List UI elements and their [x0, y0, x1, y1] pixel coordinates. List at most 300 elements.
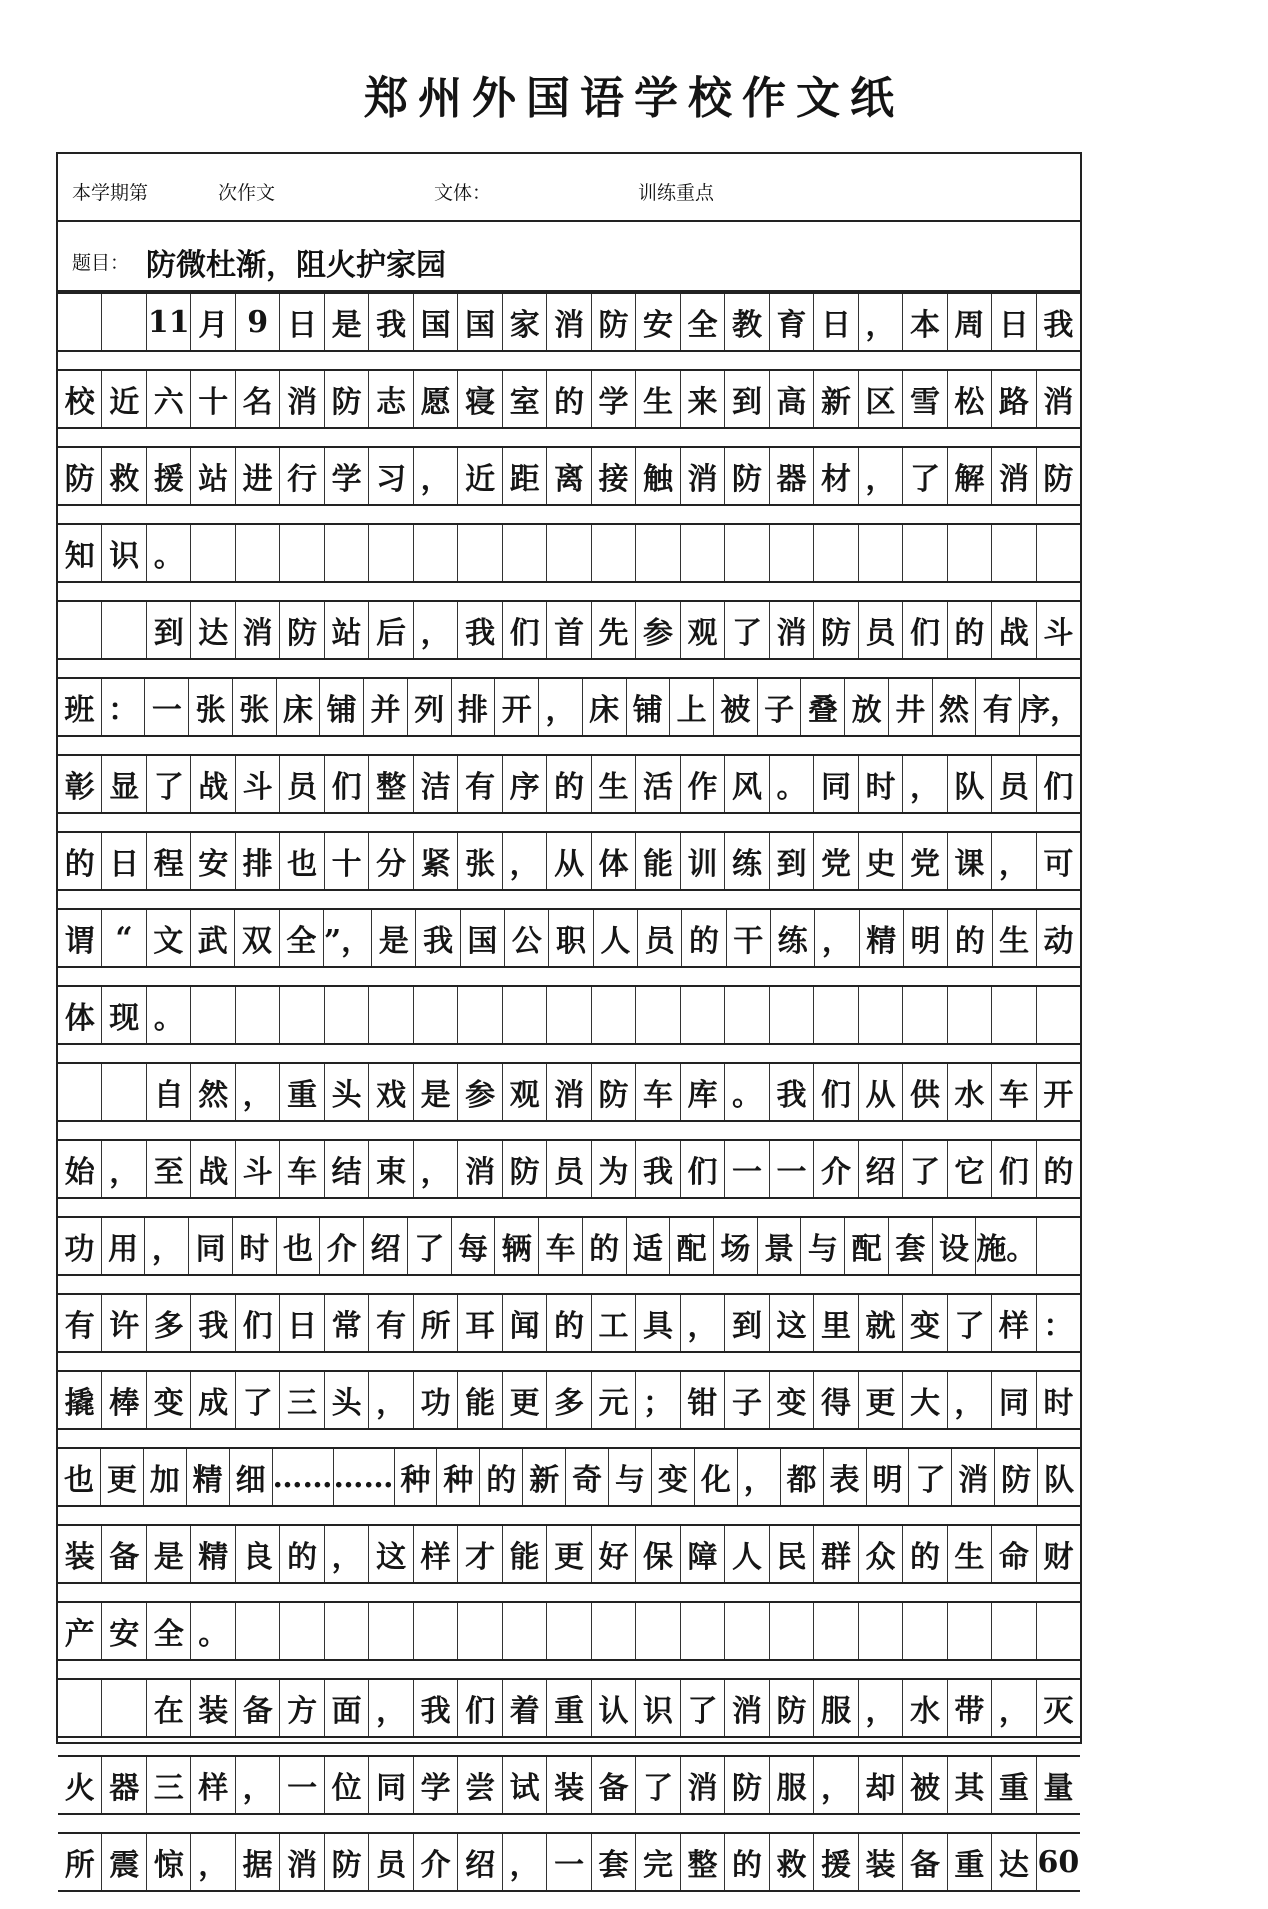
grid-cell: [770, 987, 814, 1043]
grid-cell: ：: [1043, 1309, 1074, 1344]
grid-cell: 设: [933, 1218, 977, 1274]
grid-cell: 。: [725, 1064, 769, 1120]
grid-cell: [369, 525, 413, 581]
grid-cell: 列: [408, 679, 452, 735]
grid-cell: [236, 1603, 280, 1659]
grid-cell: 放: [845, 679, 889, 735]
grid-cell: [325, 987, 369, 1043]
grid-cell: 至: [147, 1141, 191, 1197]
grid-cell: 了: [903, 448, 947, 504]
grid-cell: 的: [1043, 1155, 1074, 1190]
grid-cell: 钳: [681, 1372, 725, 1428]
grid-cell: 这: [770, 1295, 814, 1351]
grid-cell: 了: [948, 1295, 992, 1351]
grid-cell: [1037, 1603, 1080, 1659]
grid-cell: 张: [233, 679, 277, 735]
grid-cell: [992, 1603, 1036, 1659]
meta-row: [58, 154, 1080, 222]
grid-cell: 配: [670, 1218, 714, 1274]
grid-cell: 育: [770, 294, 814, 350]
grid-cell: 员: [638, 910, 682, 966]
grid-cell: 供: [903, 1064, 947, 1120]
grid-cell: 加: [144, 1449, 187, 1505]
grid-cell: 绍: [859, 1141, 903, 1197]
grid-cell: ，: [859, 448, 903, 504]
grid-cell: 张: [189, 679, 233, 735]
grid-cell: 识: [102, 525, 146, 581]
grid-cell: 月: [191, 294, 235, 350]
grid-cell: 可: [1043, 847, 1074, 882]
grid-cell: 辆: [495, 1218, 539, 1274]
grid-cell: 斗: [236, 756, 280, 812]
grid-cell: 种: [437, 1449, 480, 1505]
grid-cell: 援: [147, 448, 191, 504]
grid-cell: 能: [503, 1526, 547, 1582]
grid-cell: 用: [102, 1218, 146, 1274]
grid-cell: 在: [147, 1680, 191, 1736]
grid-cell: 备: [236, 1680, 280, 1736]
grid-cell: 的: [682, 910, 726, 966]
grid-cell: ，: [369, 1680, 413, 1736]
grid-cell: 工: [592, 1295, 636, 1351]
grid-cell: 服: [814, 1680, 858, 1736]
grid-cell: 一: [280, 1757, 324, 1813]
grid-cell: 防: [592, 294, 636, 350]
grid-cell: 我: [414, 1680, 458, 1736]
grid-cell: 多: [547, 1372, 591, 1428]
grid-cell: ，: [992, 1680, 1036, 1736]
grid-line: [58, 831, 1080, 891]
grid-cell: [58, 1064, 102, 1120]
grid-cell: 叠: [801, 679, 845, 735]
grid-cell: [191, 525, 235, 581]
grid-cell: 本: [903, 294, 947, 350]
grid-cell: 人: [725, 1526, 769, 1582]
grid-cell: 体: [592, 833, 636, 889]
grid-cell: 这: [369, 1526, 413, 1582]
grid-cell: 彰: [58, 756, 102, 812]
grid-cell: 后: [369, 602, 413, 658]
grid-cell: 库: [681, 1064, 725, 1120]
grid-cell: ，: [503, 1834, 547, 1890]
grid-cell: 防: [1043, 462, 1074, 497]
grid-cell: ……: [334, 1449, 395, 1505]
grid-cell: 与: [609, 1449, 652, 1505]
grid-cell: 始: [58, 1141, 102, 1197]
grid-cell: 量: [1043, 1771, 1074, 1806]
grid-cell: 了: [236, 1372, 280, 1428]
grid-cell: 都: [781, 1449, 824, 1505]
grid-cell: ”，: [324, 910, 372, 966]
grid-cell: 车: [636, 1064, 680, 1120]
grid-cell: 结: [325, 1141, 369, 1197]
grid-cell: 水: [903, 1680, 947, 1736]
grid-cell: 重: [547, 1680, 591, 1736]
grid-cell: [948, 987, 992, 1043]
grid-cell: 行: [280, 448, 324, 504]
grid-cell: 党: [814, 833, 858, 889]
grid-cell: 器: [770, 448, 814, 504]
grid-cell: 防: [503, 1141, 547, 1197]
grid-cell: 的: [480, 1449, 523, 1505]
grid-cell: 战: [191, 756, 235, 812]
grid-cell: 寝: [458, 371, 502, 427]
grid-cell: 更: [101, 1449, 144, 1505]
grid-cell: [102, 1680, 146, 1736]
grid-cell: 站: [325, 602, 369, 658]
grid-cell: 棒: [102, 1372, 146, 1428]
grid-cell: [369, 987, 413, 1043]
grid-cell: [414, 525, 458, 581]
grid-cell: 们: [503, 602, 547, 658]
grid-cell: 子: [725, 1372, 769, 1428]
grid-cell: 日: [280, 1295, 324, 1351]
grid-line: [58, 754, 1080, 814]
grid-cell: [547, 987, 591, 1043]
grid-cell: 良: [236, 1526, 280, 1582]
grid-cell: ，: [539, 679, 583, 735]
grid-cell: [191, 987, 235, 1043]
grid-cell: [592, 1603, 636, 1659]
grid-cell: 一: [725, 1141, 769, 1197]
grid-cell: [414, 1603, 458, 1659]
grid-cell: 消: [681, 448, 725, 504]
grid-cell: [58, 602, 102, 658]
grid-cell: 分: [369, 833, 413, 889]
grid-cell: 配: [845, 1218, 889, 1274]
grid-cell: [681, 525, 725, 581]
grid-cell: 方: [280, 1680, 324, 1736]
grid-cell: [102, 602, 146, 658]
grid-cell: 戏: [369, 1064, 413, 1120]
grid-cell: 车: [539, 1218, 583, 1274]
grid-line: [58, 1447, 1080, 1507]
grid-cell: ；: [636, 1372, 680, 1428]
grid-cell: 日: [814, 294, 858, 350]
grid-cell: 常: [325, 1295, 369, 1351]
grid-cell: 火: [58, 1757, 102, 1813]
grid-cell: [770, 1603, 814, 1659]
grid-cell: 束: [369, 1141, 413, 1197]
grid-cell: 消: [725, 1680, 769, 1736]
grid-cell: 知: [58, 525, 102, 581]
grid-cell: 群: [814, 1526, 858, 1582]
grid-cell: 消: [236, 602, 280, 658]
grid-cell: 紧: [414, 833, 458, 889]
grid-cell: 双: [235, 910, 279, 966]
grid-cell: 的: [547, 371, 591, 427]
grid-cell: 到: [725, 1295, 769, 1351]
grid-cell: 是: [414, 1064, 458, 1120]
grid-cell: 到: [770, 833, 814, 889]
grid-cell: 每: [452, 1218, 496, 1274]
grid-cell: 松: [948, 371, 992, 427]
grid-line: [58, 1678, 1080, 1738]
grid-cell: 位: [325, 1757, 369, 1813]
grid-cell: 谓: [58, 910, 102, 966]
grid-cell: [58, 1680, 102, 1736]
grid-cell: 新: [814, 371, 858, 427]
grid-cell: 服: [770, 1757, 814, 1813]
grid-cell: 我: [369, 294, 413, 350]
essay-sheet: [56, 152, 1082, 1883]
grid-cell: 面: [325, 1680, 369, 1736]
grid-cell: 整: [681, 1834, 725, 1890]
topic-value: 防微杜渐，阻火护家园: [146, 248, 446, 283]
grid-line: [58, 446, 1080, 506]
grid-cell: 首: [547, 602, 591, 658]
grid-cell: ，: [414, 448, 458, 504]
grid-cell: 就: [859, 1295, 903, 1351]
grid-cell: [903, 987, 947, 1043]
grid-cell: 水: [948, 1064, 992, 1120]
grid-cell: 序，: [1020, 693, 1081, 728]
grid-cell: [280, 1603, 324, 1659]
grid-cell: [280, 987, 324, 1043]
grid-cell: 床: [277, 679, 321, 735]
grid-cell: 种: [395, 1449, 438, 1505]
grid-cell: 活: [636, 756, 680, 812]
grid-cell: 带: [948, 1680, 992, 1736]
grid-cell: 生: [993, 910, 1037, 966]
grid-cell: [102, 294, 146, 350]
grid-cell: 头: [325, 1372, 369, 1428]
grid-cell: 们: [681, 1141, 725, 1197]
grid-cell: 备: [592, 1757, 636, 1813]
grid-cell: [992, 987, 1036, 1043]
grid-cell: ，: [948, 1372, 992, 1428]
grid-cell: [503, 525, 547, 581]
grid-cell: 它: [948, 1141, 992, 1197]
grid-cell: [948, 1603, 992, 1659]
grid-cell: [547, 1603, 591, 1659]
grid-cell: 班: [58, 679, 102, 735]
grid-cell: 武: [191, 910, 235, 966]
grid-cell: 干: [727, 910, 771, 966]
grid-cell: [770, 525, 814, 581]
grid-cell: 学: [592, 371, 636, 427]
grid-cell: 命: [992, 1526, 1036, 1582]
grid-cell: 景: [758, 1218, 802, 1274]
grid-cell: 着: [503, 1680, 547, 1736]
grid-cell: 变: [147, 1372, 191, 1428]
grid-cell: 震: [102, 1834, 146, 1890]
grid-cell: [814, 1603, 858, 1659]
grid-line: [58, 677, 1080, 737]
grid-cell: 识: [636, 1680, 680, 1736]
grid-cell: 尝: [458, 1757, 502, 1813]
grid-cell: [592, 987, 636, 1043]
grid-cell: 名: [236, 371, 280, 427]
grid-cell: 施。: [976, 1218, 1037, 1274]
essay-count-label: 次作文: [218, 182, 276, 204]
grid-cell: 路: [992, 371, 1036, 427]
grid-cell: 我: [1043, 308, 1074, 343]
grid-cell: ，: [503, 833, 547, 889]
grid-cell: [369, 1603, 413, 1659]
grid-cell: 的: [725, 1834, 769, 1890]
grid-cell: 们: [458, 1680, 502, 1736]
grid-cell: 动: [1043, 924, 1074, 959]
grid-cell: 同: [369, 1757, 413, 1813]
grid-cell: 更: [859, 1372, 903, 1428]
grid-cell: 的: [583, 1218, 627, 1274]
grid-cell: 车: [280, 1141, 324, 1197]
grid-cell: [236, 525, 280, 581]
grid-cell: 成: [191, 1372, 235, 1428]
grid-cell: 据: [236, 1834, 280, 1890]
grid-cell: 防: [325, 1834, 369, 1890]
grid-cell: 日: [992, 294, 1036, 350]
grid-cell: [458, 1603, 502, 1659]
grid-cell: ，: [102, 1141, 146, 1197]
grid-cell: 细: [230, 1449, 273, 1505]
grid-cell: 消: [547, 1064, 591, 1120]
grid-line: [58, 985, 1080, 1045]
grid-cell: 耳: [458, 1295, 502, 1351]
grid-line: [58, 369, 1080, 429]
grid-cell: 消: [1043, 385, 1074, 420]
grid-cell: 铺: [320, 679, 364, 735]
grid-cell: 的: [547, 756, 591, 812]
grid-cell: 样: [992, 1295, 1036, 1351]
grid-cell: 接: [592, 448, 636, 504]
grid-cell: 我: [636, 1141, 680, 1197]
grid-cell: 才: [458, 1526, 502, 1582]
grid-cell: 重: [280, 1064, 324, 1120]
grid-cell: 大: [903, 1372, 947, 1428]
grid-cell: 开: [1043, 1078, 1074, 1113]
grid-cell: ：: [102, 679, 146, 735]
grid-cell: 有: [369, 1295, 413, 1351]
grid-cell: 安: [636, 294, 680, 350]
grid-cell: 消: [280, 1834, 324, 1890]
grid-cell: 是: [372, 910, 416, 966]
grid-cell: ，: [236, 1064, 280, 1120]
grid-line: [58, 908, 1080, 968]
grid-cell: 到: [725, 371, 769, 427]
grid-cell: 练: [771, 910, 815, 966]
grid-cell: 课: [948, 833, 992, 889]
grid-cell: 也: [280, 833, 324, 889]
grid-cell: 障: [681, 1526, 725, 1582]
grid-cell: 党: [903, 833, 947, 889]
grid-cell: 史: [859, 833, 903, 889]
grid-cell: “: [102, 910, 146, 966]
grid-cell: 六: [147, 371, 191, 427]
grid-cell: 人: [594, 910, 638, 966]
grid-cell: 参: [458, 1064, 502, 1120]
page-title: 郑州外国语学校作文纸: [364, 73, 904, 124]
grid-cell: 民: [770, 1526, 814, 1582]
grid-cell: 日: [280, 294, 324, 350]
grid-cell: 序: [503, 756, 547, 812]
grid-line: [58, 1832, 1080, 1892]
grid-cell: 井: [889, 679, 933, 735]
grid-cell: 自: [147, 1064, 191, 1120]
grid-cell: 铺: [627, 679, 671, 735]
grid-cell: 了: [636, 1757, 680, 1813]
grid-cell: 奇: [566, 1449, 609, 1505]
grid-cell: [325, 1603, 369, 1659]
grid-cell: 了: [725, 602, 769, 658]
grid-cell: 张: [458, 833, 502, 889]
grid-cell: [1037, 525, 1080, 581]
grid-cell: 的: [948, 602, 992, 658]
grid-cell: 练: [725, 833, 769, 889]
grid-cell: 的: [547, 1295, 591, 1351]
grid-cell: 明: [904, 910, 948, 966]
grid-cell: 被: [714, 679, 758, 735]
grid-cell: 场: [714, 1218, 758, 1274]
grid-cell: ，: [369, 1372, 413, 1428]
grid-cell: [1037, 987, 1080, 1043]
grid-cell: 装: [859, 1834, 903, 1890]
grid-cell: 一: [770, 1141, 814, 1197]
grid-cell: 装: [547, 1757, 591, 1813]
grid-cell: 国: [414, 294, 458, 350]
grid-cell: 国: [461, 910, 505, 966]
grid-cell: [636, 1603, 680, 1659]
grid-line: [58, 1062, 1080, 1122]
grid-cell: 解: [948, 448, 992, 504]
grid-cell: 生: [948, 1526, 992, 1582]
grid-cell: 队: [948, 756, 992, 812]
grid-cell: 校: [58, 371, 102, 427]
grid-cell: 们: [903, 602, 947, 658]
grid-cell: 能: [458, 1372, 502, 1428]
grid-cell: 训: [681, 833, 725, 889]
grid-cell: ，: [738, 1449, 781, 1505]
grid-cell: 职: [549, 910, 593, 966]
genre-label: 文体：: [434, 182, 492, 204]
grid-cell: 具: [636, 1295, 680, 1351]
grid-cell: 同: [189, 1218, 233, 1274]
grid-cell: 化: [695, 1449, 738, 1505]
grid-cell: 的: [948, 910, 992, 966]
grid-cell: 斗: [1043, 616, 1074, 651]
grid-cell: 斗: [236, 1141, 280, 1197]
grid-cell: 。: [147, 987, 191, 1043]
grid-cell: ，: [992, 833, 1036, 889]
grid-cell: 十: [191, 371, 235, 427]
grid-cell: [814, 525, 858, 581]
grid-cell: 洁: [414, 756, 458, 812]
grid-cell: 介: [814, 1141, 858, 1197]
grid-cell: 们: [814, 1064, 858, 1120]
grid-cell: 学: [414, 1757, 458, 1813]
grid-cell: [725, 987, 769, 1043]
grid-cell: 防: [725, 1757, 769, 1813]
grid-cell: 了: [147, 756, 191, 812]
grid-cell: [547, 525, 591, 581]
grid-cell: [814, 987, 858, 1043]
grid-cell: 得: [814, 1372, 858, 1428]
grid-cell: 消: [547, 294, 591, 350]
grid-cell: 作: [681, 756, 725, 812]
grid-cell: 精: [860, 910, 904, 966]
grid-cell: ，: [191, 1834, 235, 1890]
grid-cell: 援: [814, 1834, 858, 1890]
grid-cell: [903, 525, 947, 581]
grid-cell: 。: [147, 525, 191, 581]
grid-cell: 撬: [58, 1372, 102, 1428]
grid-cell: 装: [191, 1680, 235, 1736]
grid-cell: 。: [770, 756, 814, 812]
writing-grid: [58, 292, 1080, 1909]
grid-cell: 全: [147, 1603, 191, 1659]
grid-line: [58, 1370, 1080, 1430]
